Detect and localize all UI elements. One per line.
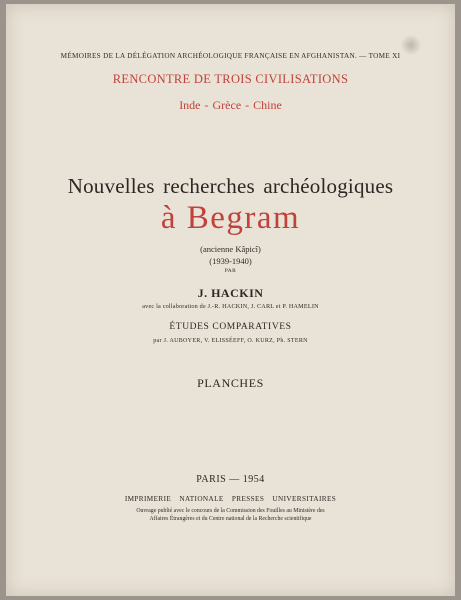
par-label: PAR	[224, 268, 237, 274]
book-place-title: à Begram	[160, 200, 301, 236]
collaborators: avec la collaboration de J.-R. HACKIN, J. CARL et P. HAMELIN	[142, 303, 319, 310]
contributors: par J. AUBOYER, V. ELISSÉEFF, O. KURZ, Ph. STERN	[153, 338, 308, 344]
funding-note-line-1: Ouvrage publié avec le concours de la Commission des Fouilles au Ministère des	[136, 508, 325, 514]
ancient-name: (ancienne Kâpicî)	[200, 244, 261, 254]
volume-label: PLANCHES	[197, 376, 264, 390]
studies-heading: ÉTUDES COMPARATIVES	[169, 322, 292, 332]
book-heading: Nouvelles recherches archéologiques	[67, 174, 394, 198]
author-name: J. HACKIN	[197, 286, 264, 300]
publishers: IMPRIMERIE NATIONALE PRESSES UNIVERSITAIRES	[124, 495, 337, 503]
series-subtitle: RENCONTRE DE TROIS CIVILISATIONS	[112, 72, 349, 86]
funding-note	[6, 507, 455, 523]
funding-note-line-2: Affaires Étrangères et du Centre national de la Recherche scientifique	[149, 516, 312, 522]
series-title: MÉMOIRES DE LA DÉLÉGATION ARCHÉOLOGIQUE FRANÇAISE EN AFGHANISTAN. — TOME XI	[60, 52, 401, 60]
publication-place-year: PARIS — 1954	[196, 474, 265, 485]
book-cover	[6, 4, 455, 596]
civilisations: Inde - Grèce - Chine	[179, 98, 282, 112]
excavation-years: (1939-1940)	[209, 256, 252, 266]
